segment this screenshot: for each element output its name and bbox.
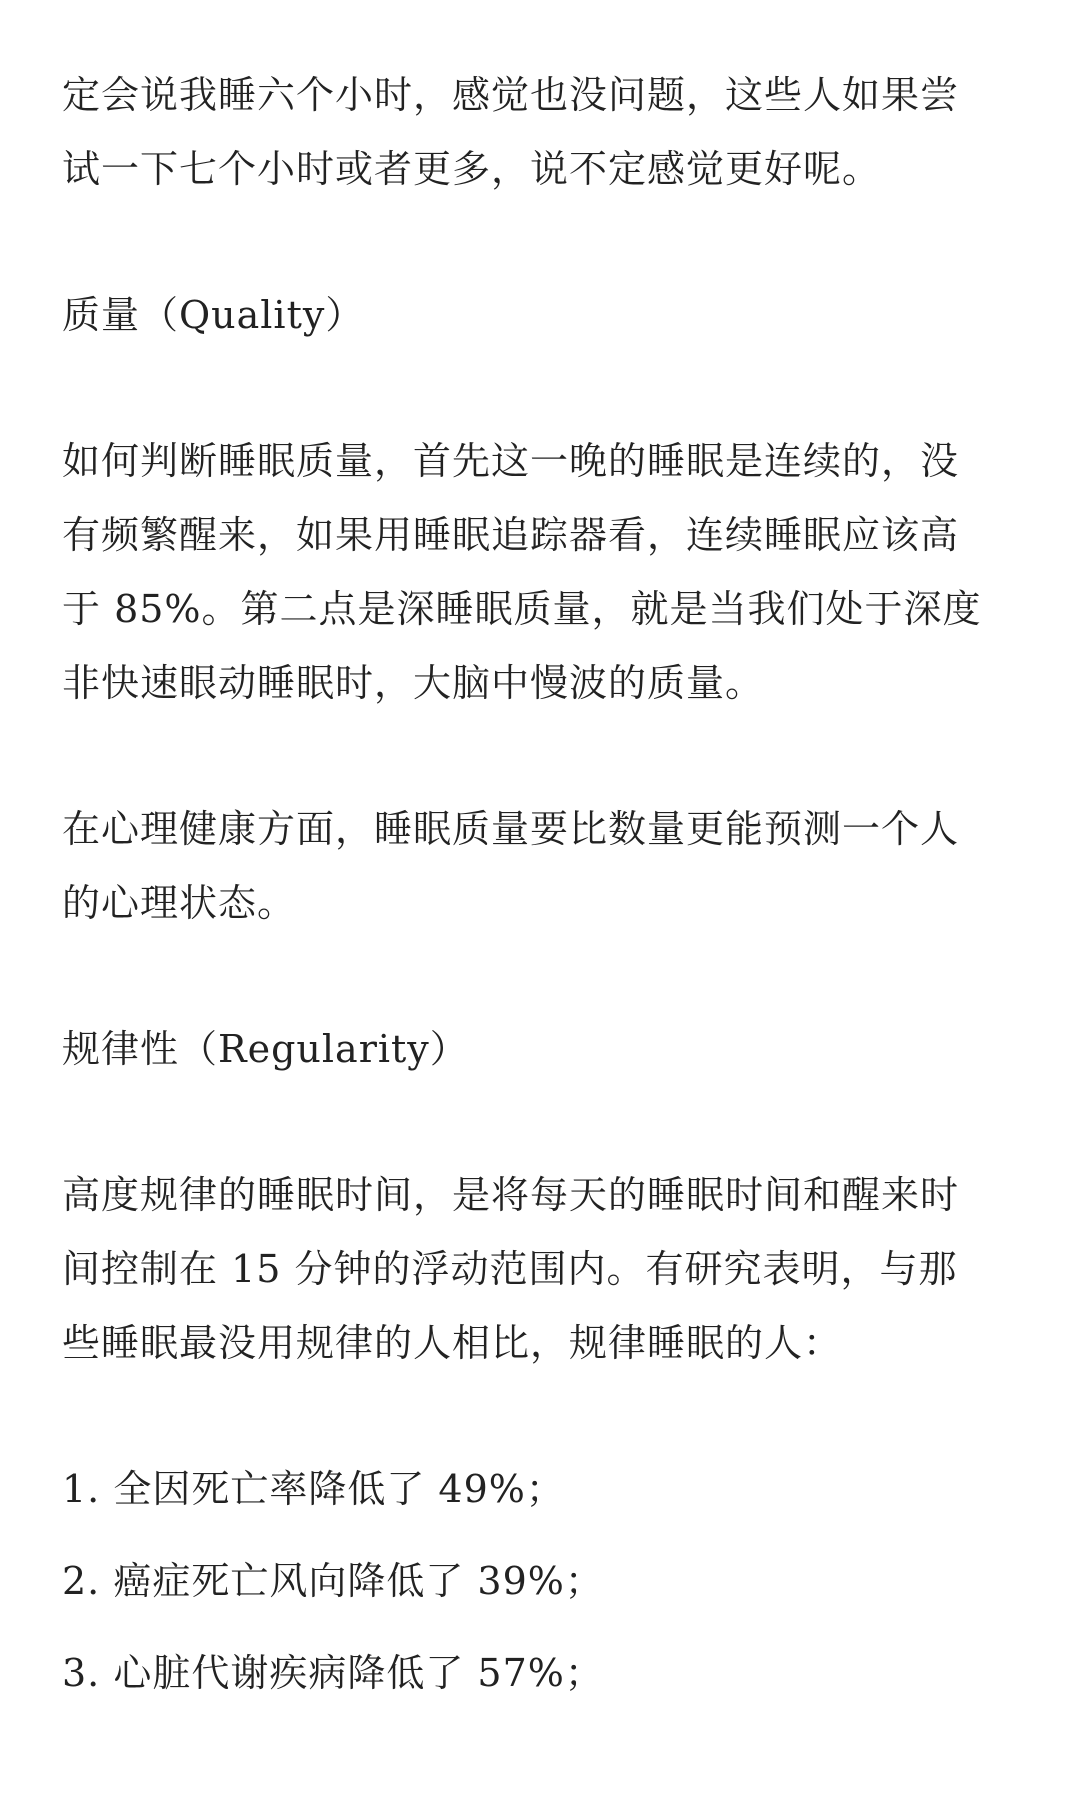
text-line: 高度规律的睡眠时间，是将每天的睡眠时间和醒来时	[62, 1173, 960, 1217]
text-line: 试一下七个小时或者更多，说不定感觉更好呢。	[62, 147, 882, 191]
section-heading-quality	[62, 278, 1022, 352]
heading-text: 质量（Quality）	[62, 293, 365, 337]
text-line: 在心理健康方面，睡眠质量要比数量更能预测一个人	[62, 807, 960, 851]
text-line: 于 85%。第二点是深睡眠质量，就是当我们处于深度	[62, 587, 982, 631]
text-line: 些睡眠最没用规律的人相比，规律睡眠的人：	[62, 1321, 843, 1365]
text-line: 有频繁醒来，如果用睡眠追踪器看，连续睡眠应该高	[62, 513, 960, 557]
paragraph-mental-health	[62, 792, 1022, 940]
paragraph-regularity	[62, 1158, 1022, 1380]
text-line: 如何判断睡眠质量，首先这一晚的睡眠是连续的，没	[62, 439, 960, 483]
list-item: 3. 心脏代谢疾病降低了 57%；	[62, 1651, 604, 1695]
paragraph-quality	[62, 424, 1022, 720]
numbered-list	[62, 1452, 1022, 1710]
heading-text: 规律性（Regularity）	[62, 1027, 469, 1071]
text-line: 间控制在 15 分钟的浮动范围内。有研究表明，与那	[62, 1247, 958, 1291]
text-line: 非快速眼动睡眠时，大脑中慢波的质量。	[62, 661, 765, 705]
paragraph-sleep-duration	[62, 58, 1022, 206]
list-item: 1. 全因死亡率降低了 49%；	[62, 1467, 565, 1511]
list-item: 2. 癌症死亡风向降低了 39%；	[62, 1559, 604, 1603]
article-body	[62, 58, 1022, 1710]
text-line: 的心理状态。	[62, 881, 297, 925]
text-line: 定会说我睡六个小时，感觉也没问题，这些人如果尝	[62, 73, 960, 117]
section-heading-regularity	[62, 1012, 1022, 1086]
